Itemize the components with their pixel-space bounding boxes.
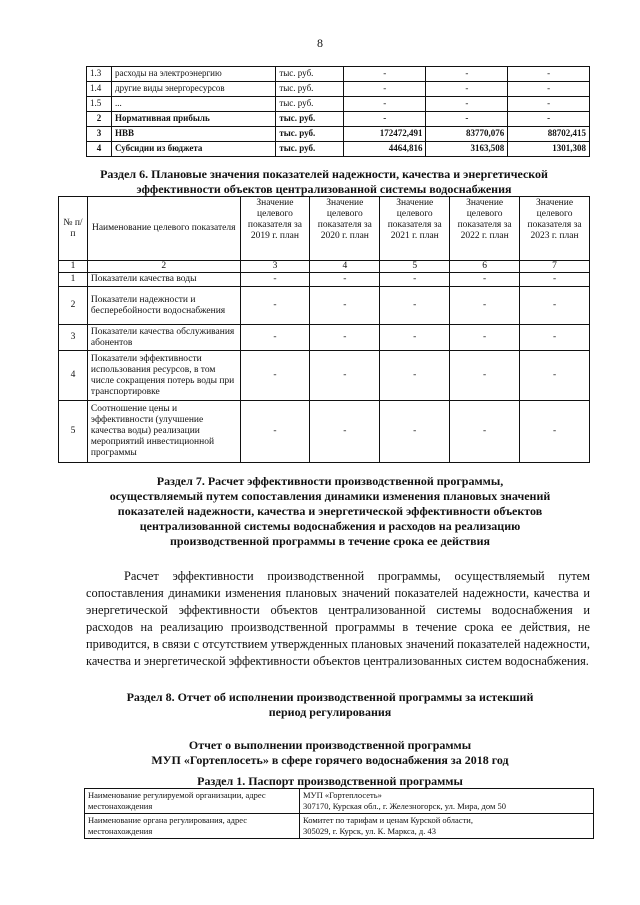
passport-value	[300, 789, 594, 814]
row-number: 1.4	[87, 82, 112, 97]
row-value: -	[240, 401, 310, 463]
row-value: -	[520, 401, 590, 463]
index-cell: 7	[520, 261, 590, 273]
passport-value-line1: МУП «Гортеплосеть»	[303, 790, 382, 800]
row-value: -	[310, 325, 380, 351]
table-row	[87, 97, 590, 112]
report-title-line1: Отчет о выполнении производственной программы	[188, 738, 472, 752]
table-row	[59, 351, 590, 401]
index-cell: 5	[380, 261, 450, 273]
table-row	[59, 287, 590, 325]
row-value: -	[380, 287, 450, 325]
row-number: 1.3	[87, 67, 112, 82]
row-value: -	[310, 401, 380, 463]
row-name: Субсидии из бюджета	[112, 142, 276, 157]
passport-value-line2: 305029, г. Курск, ул. К. Маркса, д. 43	[303, 826, 436, 836]
section8-title-line2: период регулирования	[268, 705, 392, 719]
table-row	[85, 789, 594, 814]
section7-title-line3: показателей надежности, качества и энергетической эффективности объектов	[117, 504, 543, 518]
row-number: 2	[87, 112, 112, 127]
value-2021: 88702,415	[508, 127, 590, 142]
row-value: -	[450, 287, 520, 325]
row-value: -	[240, 351, 310, 401]
value-2021: -	[508, 97, 590, 112]
row-name: Нормативная прибыль	[112, 112, 276, 127]
row-number: 2	[59, 287, 88, 325]
row-value: -	[520, 325, 590, 351]
row-value: -	[310, 351, 380, 401]
section7-title-line2: осуществляемый путем сопоставления динамики изменения плановых значений	[109, 489, 551, 503]
value-2019: -	[344, 82, 426, 97]
value-2020: -	[426, 67, 508, 82]
table-row	[85, 814, 594, 839]
row-name: другие виды энергоресурсов	[112, 82, 276, 97]
value-2019: -	[344, 67, 426, 82]
value-2020: -	[426, 112, 508, 127]
passport-label: Наименование органа регулирования, адрес местонахождения	[85, 814, 300, 839]
row-number: 3	[87, 127, 112, 142]
row-number: 5	[59, 401, 88, 463]
row-number: 1.5	[87, 97, 112, 112]
row-value: -	[450, 273, 520, 287]
row-value: -	[380, 401, 450, 463]
table-header-row	[59, 197, 590, 261]
passport-value-line2: 307170, Курская обл., г. Железногорск, ул. Мира, дом 50	[303, 801, 506, 811]
table-row	[87, 82, 590, 97]
passport-table	[84, 788, 594, 839]
index-cell: 3	[240, 261, 310, 273]
header-name: Наименование целевого показателя	[87, 197, 240, 261]
section8-title	[70, 690, 590, 720]
value-2021: -	[508, 112, 590, 127]
value-2019: -	[344, 97, 426, 112]
row-unit: тыс. руб.	[276, 127, 344, 142]
header-2019: Значение целевого показателя за 2019 г. план	[240, 197, 310, 261]
row-name: ...	[112, 97, 276, 112]
header-2020: Значение целевого показателя за 2020 г. план	[310, 197, 380, 261]
row-name: расходы на электроэнергию	[112, 67, 276, 82]
section6-title	[58, 167, 590, 197]
section7-title-line1: Раздел 7. Расчет эффективности производственной программы,	[156, 474, 504, 488]
row-number: 4	[87, 142, 112, 157]
row-name: Показатели качества воды	[87, 273, 240, 287]
report-title	[70, 738, 590, 768]
value-2019: 4464,816	[344, 142, 426, 157]
row-name: НВВ	[112, 127, 276, 142]
row-unit: тыс. руб.	[276, 112, 344, 127]
row-number: 1	[59, 273, 88, 287]
table-row	[87, 112, 590, 127]
row-value: -	[450, 401, 520, 463]
value-2021: -	[508, 82, 590, 97]
row-name: Показатели надежности и бесперебойности водоснабжения	[87, 287, 240, 325]
table-row	[87, 127, 590, 142]
section8-title-line1: Раздел 8. Отчет об исполнении производственной программы за истекший	[126, 690, 534, 704]
section6-title-line1: Раздел 6. Плановые значения показателей надежности, качества и энергетической	[100, 167, 548, 181]
table-row	[87, 67, 590, 82]
value-2020: 83770,076	[426, 127, 508, 142]
row-number: 4	[59, 351, 88, 401]
header-2021: Значение целевого показателя за 2021 г. план	[380, 197, 450, 261]
row-value: -	[520, 351, 590, 401]
passport-title: Раздел 1. Паспорт производственной программы	[197, 774, 463, 788]
row-value: -	[380, 273, 450, 287]
row-value: -	[520, 287, 590, 325]
column-index-row	[59, 261, 590, 273]
row-value: -	[240, 325, 310, 351]
row-value: -	[380, 325, 450, 351]
index-cell: 1	[59, 261, 88, 273]
row-value: -	[310, 287, 380, 325]
row-value: -	[450, 351, 520, 401]
section6-title-line2: эффективности объектов централизованной системы водоснабжения	[136, 182, 512, 196]
row-value: -	[240, 273, 310, 287]
passport-label: Наименование регулируемой организации, адрес местонахождения	[85, 789, 300, 814]
section7-title-line5: производственной программы в течение срока ее действия	[169, 534, 491, 548]
finance-table	[86, 66, 590, 157]
target-indicators-table	[58, 196, 590, 463]
index-cell: 6	[450, 261, 520, 273]
header-2023: Значение целевого показателя за 2023 г. план	[520, 197, 590, 261]
report-title-line2: МУП «Гортеплосеть» в сфере горячего водоснабжения за 2018 год	[151, 753, 509, 767]
row-name: Соотношение цены и эффективности (улучшение качества воды) реализации мероприятий инвестиционной программы	[87, 401, 240, 463]
table-row	[59, 325, 590, 351]
header-2022: Значение целевого показателя за 2022 г. план	[450, 197, 520, 261]
row-unit: тыс. руб.	[276, 142, 344, 157]
table-row	[59, 273, 590, 287]
value-2020: -	[426, 97, 508, 112]
row-name: Показатели качества обслуживания абонентов	[87, 325, 240, 351]
section7-title-line4: централизованной системы водоснабжения и расходов на реализацию	[139, 519, 521, 533]
header-num: № п/п	[59, 197, 88, 261]
row-value: -	[380, 351, 450, 401]
row-value: -	[520, 273, 590, 287]
section7-title	[70, 474, 590, 549]
index-cell: 4	[310, 261, 380, 273]
row-unit: тыс. руб.	[276, 97, 344, 112]
section7-body: Расчет эффективности производственной программы, осуществляемый путем сопоставления динамики изменения плановых значений показателей надежности, качества и энергетической эффективности объектов централизованной системы водоснабжения и расходов на реализацию производственной программы в течение срока ее действия, не приводится, в связи с отсутствием утвержденных плановых значений показателей надежности, качества и энергетической эффективности объектов централизованных систем водоснабжения.	[86, 569, 590, 669]
passport-value-line1: Комитет по тарифам и ценам Курской области,	[303, 815, 473, 825]
value-2020: -	[426, 82, 508, 97]
index-cell: 2	[87, 261, 240, 273]
row-value: -	[240, 287, 310, 325]
value-2020: 3163,508	[426, 142, 508, 157]
row-unit: тыс. руб.	[276, 67, 344, 82]
page-number: 8	[317, 36, 323, 50]
value-2019: -	[344, 112, 426, 127]
value-2021: -	[508, 67, 590, 82]
row-value: -	[310, 273, 380, 287]
row-name: Показатели эффективности использования ресурсов, в том числе сокращения потерь воды при транспортировке	[87, 351, 240, 401]
row-number: 3	[59, 325, 88, 351]
table-row	[59, 401, 590, 463]
row-unit: тыс. руб.	[276, 82, 344, 97]
row-value: -	[450, 325, 520, 351]
value-2021: 1301,308	[508, 142, 590, 157]
value-2019: 172472,491	[344, 127, 426, 142]
passport-value	[300, 814, 594, 839]
table-row	[87, 142, 590, 157]
